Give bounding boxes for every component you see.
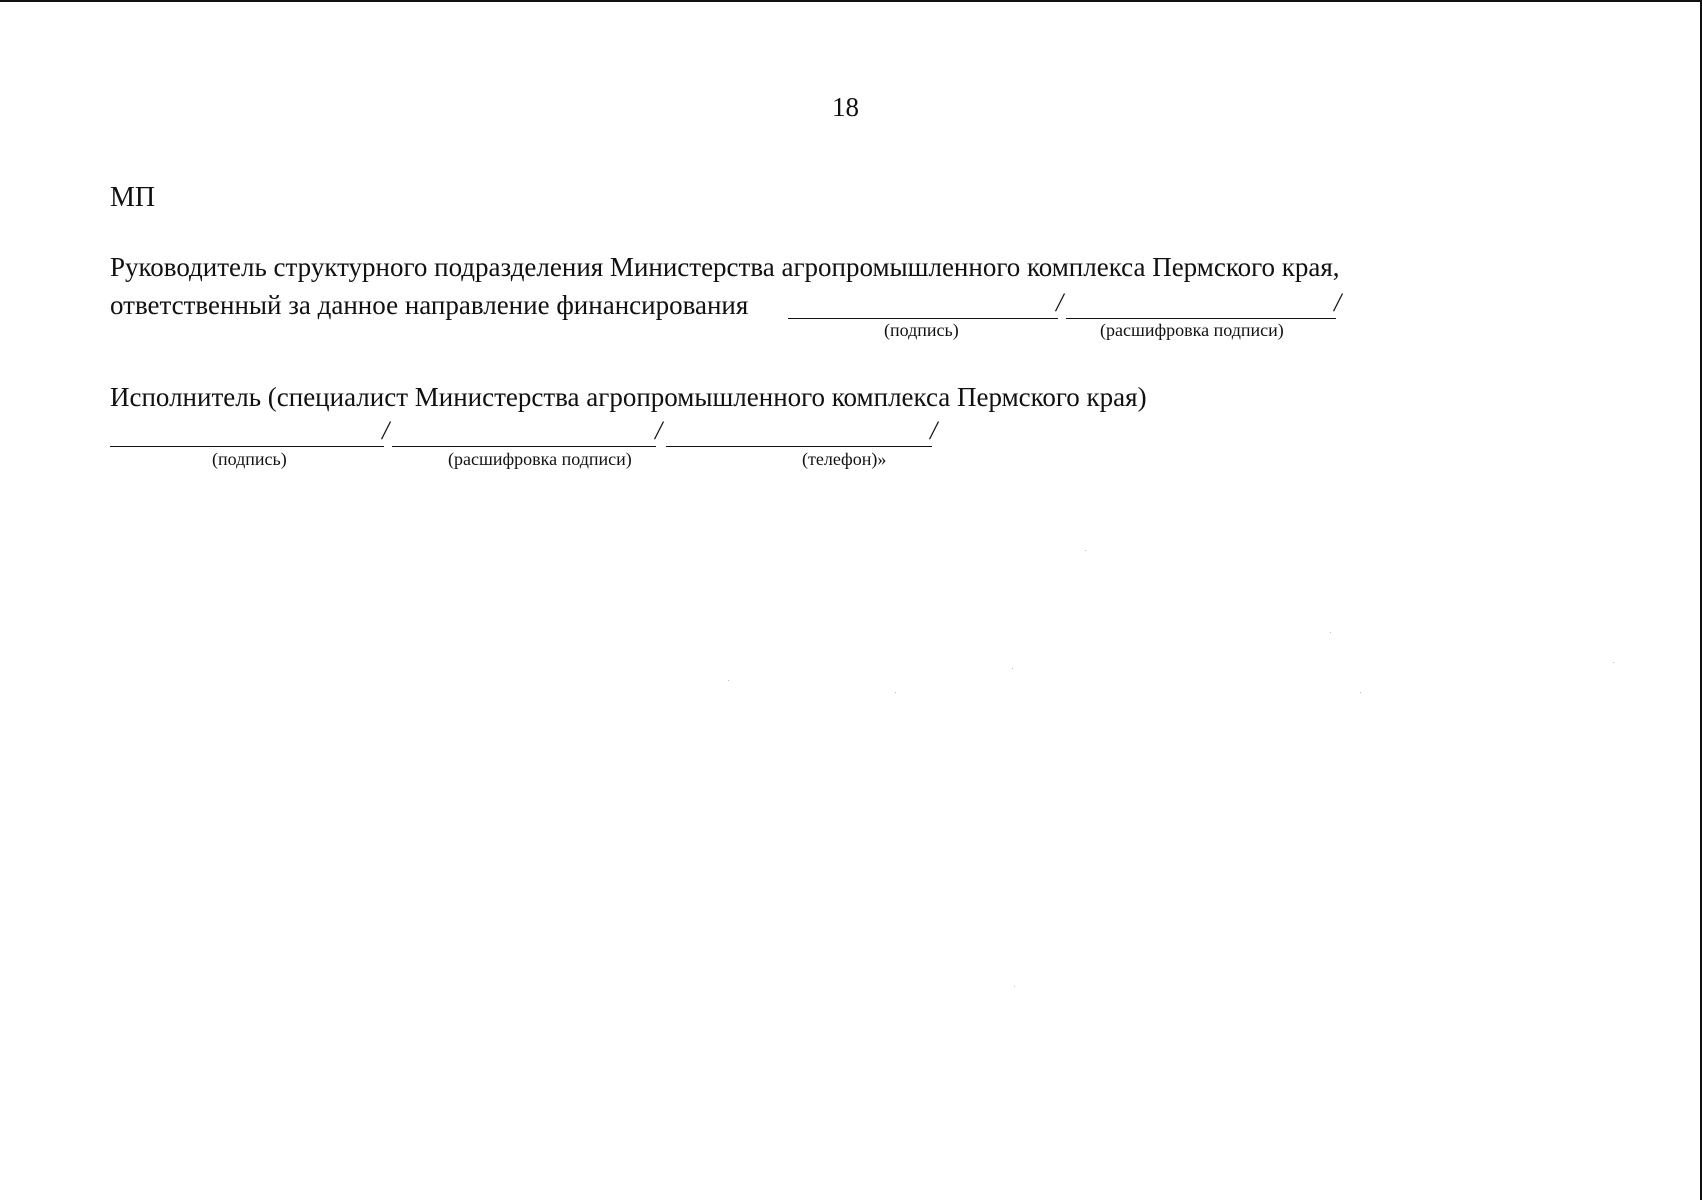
executor-phone-blank[interactable] bbox=[666, 446, 932, 447]
head-title-line2: ответственный за данное направление финансирования bbox=[110, 290, 749, 320]
executor-separator-1: / bbox=[382, 416, 390, 445]
scan-speck bbox=[895, 692, 896, 693]
scan-speck bbox=[1085, 550, 1086, 551]
executor-separator-2: / bbox=[655, 416, 663, 445]
executor-decoding-caption: (расшифровка подписи) bbox=[448, 449, 632, 469]
executor-separator-3: / bbox=[930, 416, 938, 445]
scan-speck bbox=[728, 680, 729, 681]
head-separator-2: / bbox=[1334, 288, 1342, 317]
scan-speck bbox=[1330, 632, 1331, 633]
executor-signature-blank[interactable] bbox=[110, 446, 384, 447]
head-decoding-caption: (расшифровка подписи) bbox=[1100, 320, 1284, 340]
head-decoding-blank[interactable] bbox=[1066, 318, 1336, 319]
scan-speck bbox=[1014, 986, 1015, 987]
head-signature-caption: (подпись) bbox=[884, 320, 959, 340]
executor-decoding-blank[interactable] bbox=[392, 446, 656, 447]
executor-title: Исполнитель (специалист Министерства агропромышленного комплекса Пермского края) bbox=[110, 382, 1147, 412]
head-separator-1: / bbox=[1056, 288, 1064, 317]
scan-speck bbox=[1360, 692, 1361, 693]
stamp-label: МП bbox=[110, 182, 156, 213]
scan-speck bbox=[1613, 662, 1614, 663]
scan-speck bbox=[1012, 668, 1013, 669]
page-number: 18 bbox=[832, 92, 859, 122]
head-signature-blank[interactable] bbox=[788, 318, 1058, 319]
executor-signature-caption: (подпись) bbox=[212, 449, 287, 469]
head-title-line1: Руководитель структурного подразделения Министерства агропромышленного комплекса Пермского края, bbox=[110, 252, 1340, 282]
executor-phone-caption: (телефон)» bbox=[802, 449, 887, 469]
